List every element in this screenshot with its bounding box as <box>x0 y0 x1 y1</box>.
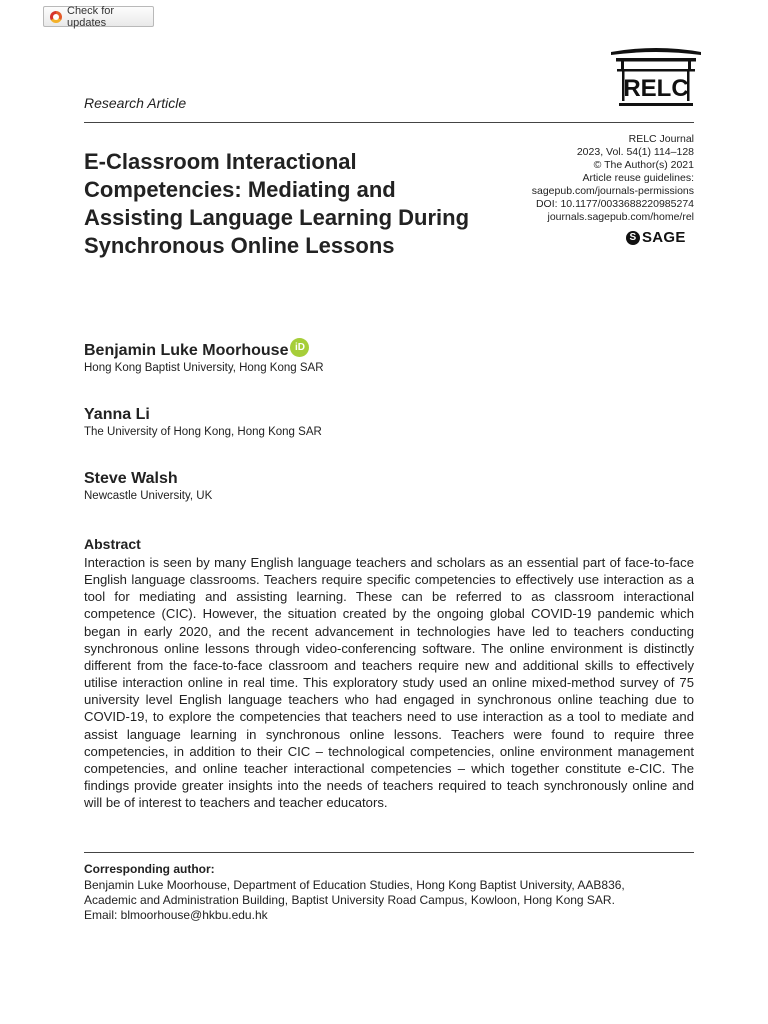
journal-name: RELC Journal <box>628 133 694 145</box>
author-affiliation: The University of Hong Kong, Hong Kong SAR <box>84 426 322 438</box>
footnote-divider <box>84 852 694 853</box>
author-block-3 <box>84 470 212 502</box>
permissions-link[interactable]: sagepub.com/journals-permissions <box>531 185 694 197</box>
abstract-heading: Abstract <box>84 536 141 552</box>
crossmark-icon <box>50 11 62 23</box>
article-type: Research Article <box>84 95 187 111</box>
author-block-2 <box>84 406 322 438</box>
author-block-1 <box>84 341 324 374</box>
author-affiliation: Newcastle University, UK <box>84 490 213 502</box>
sage-logo <box>626 229 686 246</box>
journal-volume: 2023, Vol. 54(1) 114–128 <box>576 146 694 158</box>
corresponding-author-heading: Corresponding author: <box>84 862 215 876</box>
check-for-updates-button[interactable] <box>43 6 154 27</box>
sage-mark-icon: S <box>626 231 640 245</box>
article-title: E-Classroom Interactional Competencies: Mediating and Assisting Language Learning During Synchronous Online Lessons <box>84 149 470 258</box>
author-name: Yanna Li <box>84 406 150 423</box>
author-name: Steve Walsh <box>84 470 178 487</box>
relc-logo-text: RELC <box>623 75 689 102</box>
journal-home-link[interactable]: journals.sagepub.com/home/rel <box>547 211 694 223</box>
reuse-guidelines-label: Article reuse guidelines: <box>582 172 694 184</box>
check-for-updates-label: Check for updates <box>67 4 115 29</box>
abstract-text: Interaction is seen by many English language teachers and scholars as an essential part of face-to-face English language classrooms. Teachers require specific competencies to effectively use interaction as a tool for mediating and assisting learning. These can be referred to as classroom interactional competence (CIC). However, the situation created by the ongoing global COVID-19 pandemic which began in early 2020, and the recent advancement in technologies have led to teachers conducting synchronous online lessons through video-conferencing software. The online environment is distinctly different from the face-to-face classroom and teachers require new and additional skills to effectively utilise interaction online in real time. This exploratory study used an online mixed-method survey of 75 university level English language teachers who had engaged in synchronous online teaching due to COVID-19, to explore the competencies that teachers need to use interaction as a tool to mediate and assist language learning in synchronous online lessons. Teachers were found to require three competencies, in addition to their CIC – technological competencies, online environment management competencies, and online teacher interactional competencies – which together constitute e-CIC. The findings provide greater insights into the needs of teachers required to teach synchronously online and will be of interest to teachers and teacher educators. <box>84 555 694 811</box>
corresponding-address-line: Academic and Administration Building, Baptist University Road Campus, Kowloon, Hong Kong SAR. <box>84 893 615 907</box>
orcid-icon[interactable]: iD <box>290 338 309 357</box>
author-name: Benjamin Luke Moorhouse <box>84 341 289 359</box>
author-affiliation: Hong Kong Baptist University, Hong Kong SAR <box>84 362 324 374</box>
sage-logo-text: SAGE <box>642 229 686 246</box>
corresponding-address-line: Benjamin Luke Moorhouse, Department of Education Studies, Hong Kong Baptist University, AAB836, <box>84 878 625 892</box>
journal-info <box>494 133 694 224</box>
copyright: © The Author(s) 2021 <box>593 159 694 171</box>
relc-logo <box>610 46 702 112</box>
doi[interactable]: DOI: 10.1177/0033688220985274 <box>535 198 694 210</box>
corresponding-author-details <box>84 878 704 923</box>
header-divider <box>84 122 694 123</box>
corresponding-email[interactable]: Email: blmoorhouse@hkbu.edu.hk <box>84 908 268 922</box>
